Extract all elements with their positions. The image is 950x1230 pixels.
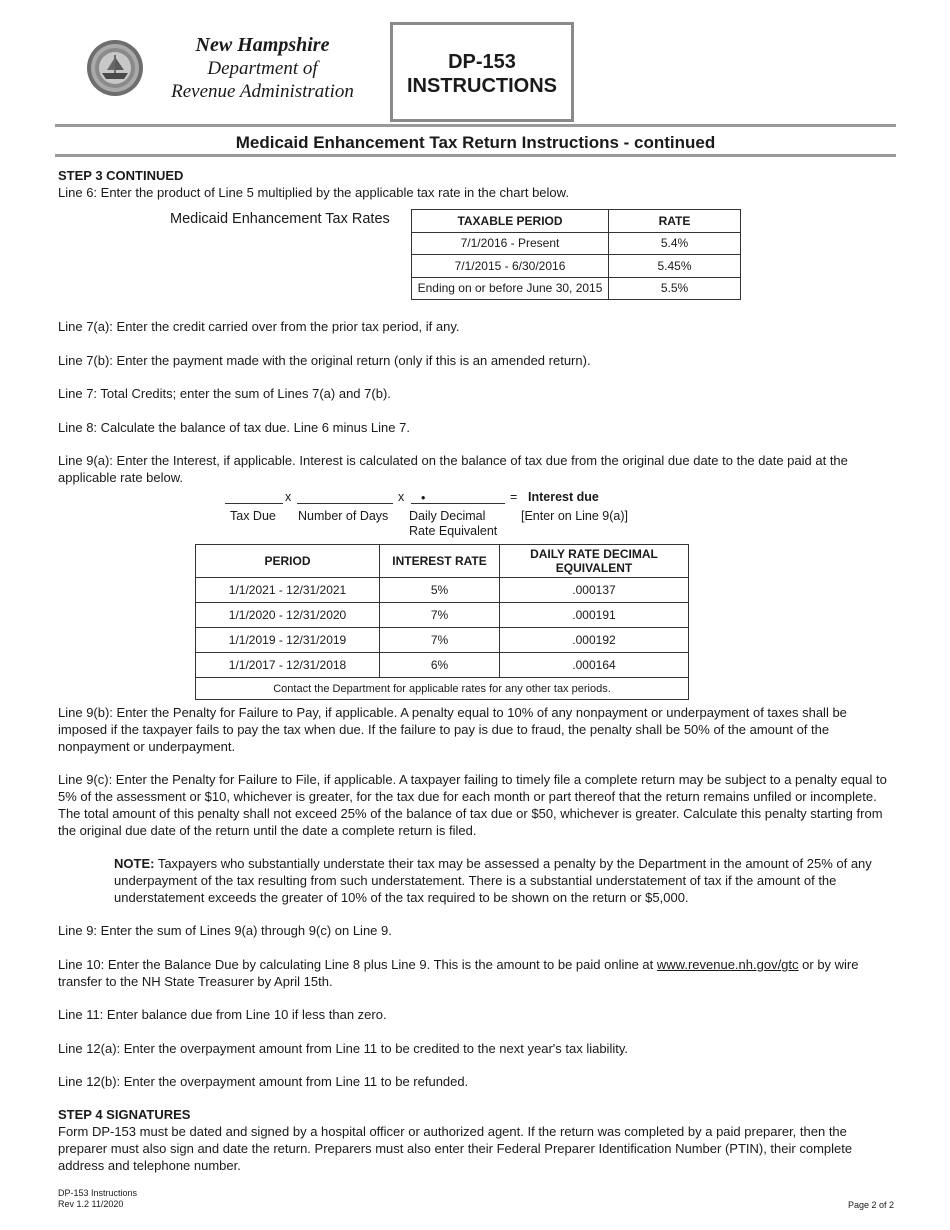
line6-text: Line 6: Enter the product of Line 5 multiplied by the applicable tax rate in the chart below.	[58, 185, 569, 200]
line11-text: Line 11: Enter balance due from Line 10 if less than zero.	[58, 1007, 387, 1022]
column-header: RATE	[609, 210, 741, 233]
dept-line-3: Revenue Administration	[171, 81, 354, 102]
table-cell: 5.45%	[609, 255, 741, 278]
tax-rates-label: Medicaid Enhancement Tax Rates	[170, 211, 390, 227]
table-cell: .000164	[500, 653, 689, 678]
line7a-text: Line 7(a): Enter the credit carried over from the prior tax period, if any.	[58, 319, 460, 334]
line12b-text: Line 12(b): Enter the overpayment amount from Line 11 to be refunded.	[58, 1074, 469, 1089]
column-header: INTEREST RATE	[380, 545, 500, 578]
table-cell: Ending on or before June 30, 2015	[412, 277, 609, 300]
column-header: PERIOD	[196, 545, 380, 578]
line12a-text: Line 12(a): Enter the overpayment amount from Line 11 to be credited to the next year's tax liability.	[58, 1041, 628, 1056]
form-type: INSTRUCTIONS	[407, 75, 557, 97]
column-header: DAILY RATE DECIMAL EQUIVALENT	[500, 545, 689, 578]
line10-post: or by wire transfer to the NH State Treasurer by April 15th.	[58, 957, 859, 989]
line7b-text: Line 7(b): Enter the payment made with the original return (only if this is an amended return).	[58, 353, 591, 368]
table-cell: 1/1/2021 - 12/31/2021	[196, 578, 380, 603]
table-cell: .000191	[500, 603, 689, 628]
tax-due-label: Tax Due	[230, 509, 276, 523]
table-cell: 1/1/2019 - 12/31/2019	[196, 628, 380, 653]
table-cell: 7/1/2016 - Present	[412, 232, 609, 255]
table-row	[196, 578, 689, 603]
table-cell: 1/1/2020 - 12/31/2020	[196, 603, 380, 628]
multiply-sign: x	[398, 490, 405, 504]
interest-formula	[225, 490, 695, 540]
dept-line-1: New Hampshire	[195, 34, 330, 56]
divider	[55, 124, 896, 127]
table-row	[412, 255, 741, 278]
table-cell: .000137	[500, 578, 689, 603]
interest-rates-table	[195, 544, 689, 700]
table-cell: 5.5%	[609, 277, 741, 300]
note-label: NOTE:	[114, 856, 155, 871]
line10-text	[58, 956, 888, 990]
revenue-gtc-link[interactable]: www.revenue.nh.gov/gtc	[656, 957, 799, 972]
form-id-box	[390, 22, 574, 122]
footer-form-name: DP-153 Instructions	[58, 1188, 138, 1198]
table-row	[196, 628, 689, 653]
table-cell: 1/1/2017 - 12/31/2018	[196, 653, 380, 678]
footer-rev: Rev 1.2 11/2020	[58, 1199, 124, 1209]
equals-sign: =	[510, 490, 518, 504]
table-cell: 5.4%	[609, 232, 741, 255]
table-row	[412, 232, 741, 255]
table-cell: 7%	[380, 628, 500, 653]
daily-decimal-label: Daily Decimal	[409, 509, 486, 523]
rate-equivalent-label: Rate Equivalent	[409, 524, 498, 538]
table-cell: 5%	[380, 578, 500, 603]
page-number: Page 2 of 2	[847, 1200, 894, 1210]
multiply-sign: x	[285, 490, 292, 504]
note-block	[114, 855, 884, 906]
table-row	[196, 653, 689, 678]
line9-text: Line 9: Enter the sum of Lines 9(a) through 9(c) on Line 9.	[58, 923, 392, 938]
table-row	[412, 277, 741, 300]
step4-heading: STEP 4 SIGNATURES	[58, 1107, 191, 1122]
page-title: Medicaid Enhancement Tax Return Instructions - continued	[235, 133, 716, 152]
table-cell: .000192	[500, 628, 689, 653]
footer-revision	[58, 1188, 137, 1210]
interest-due-label: Interest due	[528, 490, 599, 504]
divider	[55, 154, 896, 157]
line8-text: Line 8: Calculate the balance of tax due. Line 6 minus Line 7.	[58, 420, 410, 435]
table-cell: 7/1/2015 - 6/30/2016	[412, 255, 609, 278]
table-row	[196, 603, 689, 628]
page-header	[0, 0, 950, 160]
note-text: Taxpayers who substantially understate their tax may be assessed a penalty by the Department in the amount of 25% of any underpayment of the tax resulting from such understatement. There is a substantial understatement of tax if the amount of the understatement exceeds the greater of 10% of the tax required to be shown on the return or $5,000.	[114, 856, 872, 905]
line7-text: Line 7: Total Credits; enter the sum of Lines 7(a) and 7(b).	[58, 386, 391, 401]
table-header-row	[196, 545, 689, 578]
step4-text: Form DP-153 must be dated and signed by a hospital officer or authorized agent. If the return was completed by a paid preparer, then the preparer must also sign and date the return. Preparers must also enter their Federal Preparer Identification Number (PTIN), their complete address and telephone number.	[58, 1124, 853, 1173]
enter-on-line-label: [Enter on Line 9(a)]	[521, 509, 629, 523]
column-header: TAXABLE PERIOD	[412, 210, 609, 233]
form-id: DP-153	[448, 51, 516, 73]
line9b-text: Line 9(b): Enter the Penalty for Failure to Pay, if applicable. A penalty equal to 10% of any nonpayment or underpayment of taxes shall be imposed if the taxpayer fails to pay the tax when due. If the failure to pay is due to fraud, the penalty shall be 50% of the amount of the nonpayment or underpayment.	[58, 705, 847, 754]
table-cell: 6%	[380, 653, 500, 678]
department-name	[150, 34, 375, 103]
table-note-row	[196, 678, 689, 700]
dept-line-2: Department of	[207, 58, 318, 79]
days-blank	[297, 492, 393, 504]
tax-rates-table	[411, 209, 741, 300]
decimal-point: •	[421, 491, 426, 505]
line9c-text: Line 9(c): Enter the Penalty for Failure to File, if applicable. A taxpayer failing to timely file a complete return may be subject to a penalty equal to 5% of the assessment or $10, whichever is greater, for the tax due for each month or part thereof that the return remains unfiled or incomplete. The total amount of this penalty shall not exceed 25% of the balance of tax due or $50, whichever is greater. Calculate this penalty starting from the original due date of the return until the date a complete return is filed.	[58, 772, 887, 838]
state-seal-icon	[86, 39, 144, 97]
table-cell: 7%	[380, 603, 500, 628]
table-note: Contact the Department for applicable rates for any other tax periods.	[196, 678, 689, 700]
tax-due-blank	[225, 492, 283, 504]
number-of-days-label: Number of Days	[298, 509, 389, 523]
step3-heading: STEP 3 CONTINUED	[58, 168, 184, 183]
table-header-row	[412, 210, 741, 233]
line10-pre: Line 10: Enter the Balance Due by calculating Line 8 plus Line 9. This is the amount to be paid online at	[58, 957, 657, 972]
line9a-text: Line 9(a): Enter the Interest, if applicable. Interest is calculated on the balance of tax due from the original due date to the date paid at the applicable rate below.	[58, 453, 848, 485]
